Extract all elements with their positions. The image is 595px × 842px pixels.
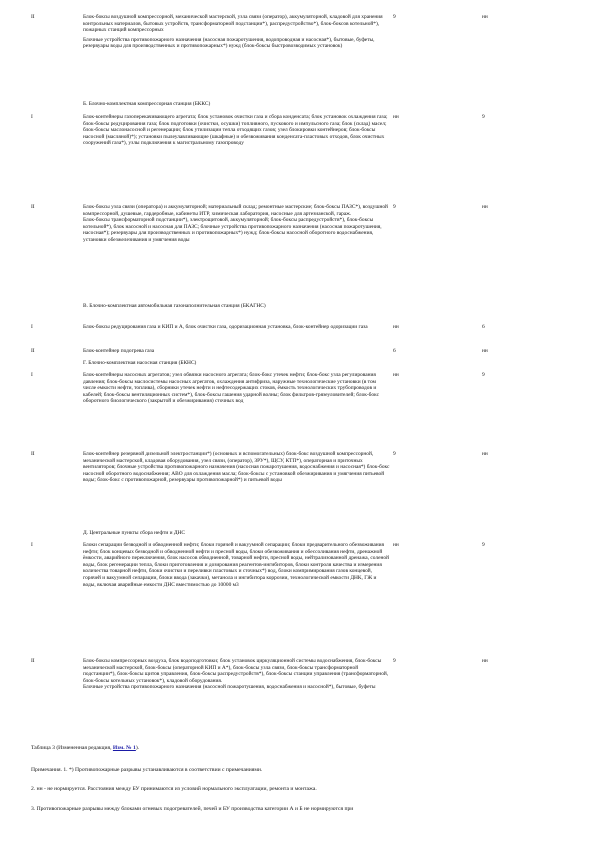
category-cell: I <box>31 372 33 378</box>
category-cell: I <box>31 542 33 548</box>
category-cell: II <box>31 451 35 457</box>
description-paragraph: Блок-контейнер резервной дизельной электростанции*) (основных и вспомогательных) блок-бокс воздушной компрессорной, механической мастерской, кладовая оборудования, узел связи, (оператор), ЗРУ*), ЩСУ, КТП*), операторная и приточных вентиляторов; блочные устройства противопожарного назначения (насосная пожаротушения, водоснабжения и насосная*) блок-бокс насосной оборотного водоснабжения; АВО для охлаждения масла; блок-боксы с установкой обезжиривания и умягчения питьевой воды; блок-бокс с противопожарной, резервуары противопожарной*) и питьевой воды <box>83 451 390 484</box>
distance-cell: нн <box>393 114 399 120</box>
category-cell: I <box>31 114 33 120</box>
description-cell <box>83 542 390 588</box>
distance-cell: 9 <box>393 14 396 20</box>
distance-cell: нн <box>482 451 488 457</box>
distance-cell: 9 <box>482 542 485 548</box>
table-note-prefix: Таблица 3 (Измененная редакция, <box>31 745 113 751</box>
description-paragraph: Блоки сепарации безводной и обводненной нефти; блоки горячей и вакуумной сепарации; блоки предварительного обезвоживания нефти; блок концевых безводной и обводненной нефти и пресной воды, блоки обезвоживания и обессоливания нефти, дренажной ёмкости, аварийного переключения, блок насосов обводненной, товарной нефти, пресной воды, нейтрализованной дренажа, соленой воды, блок регенерации тепла, блоки приготовления и дозирования реагентов-ингибиторов, блоки контроля качества и измерения количества товарной нефти, блоки очистки и переливки пластовых и сточных*) вод, блоки компримирования газов концевой, горячей и вакуумной сепарации, блоки ввода (закачки), метанола и ингибитора коррозии, технологической емкости ДНК, ГЖ и воды, включая аварийные емкости ДНС вместимостью до 10000 м3 <box>83 542 389 588</box>
distance-cell: 9 <box>393 451 396 457</box>
distance-cell: 9 <box>482 114 485 120</box>
description-cell <box>83 348 390 355</box>
section-heading: Г. Блочно-комплектная насосная станция (БКНС) <box>83 360 197 366</box>
description-paragraph: Блок-контейнеры газоперекачивающего агрегата; блок установок очистки газа и сбора конденсата; блок установок охлаждения газа; блок-боксы редуцирования газа; блок подготовки (очистки, осушки) топливного, пускового и импульсного газа; блок (склад) масел; блок-боксы маслонасосной и регенерации; блок утилизации тепла отходящих газов; узел блокировки контейнеров; блок-боксы насосной (масляной)*); установки пылеулавливающие (шкафные) и обезвоживания конденсата-пластовых отходов, блок очистных сооружений газа*), узлы подключения к магистральному газопроводу <box>83 114 388 147</box>
distance-cell: нн <box>482 348 488 354</box>
description-cell <box>83 114 390 147</box>
section-heading: Б. Блочно-комплектная компрессорная станция (БККС) <box>83 101 211 107</box>
description-paragraph: Блочные устройства противопожарного назначения (насосной пожаротушения, водоснабжения и насосной*), бытовые, буфеты <box>83 684 376 691</box>
category-cell: II <box>31 348 35 354</box>
distance-cell: 9 <box>393 658 396 664</box>
distance-cell: 9 <box>482 372 485 378</box>
note-paragraph: 3. Противопожарные разрывы между блоками огневых подогревателей, печей и БУ производства категории А и Б не нормируются при <box>31 806 354 812</box>
description-paragraph: Блок-боксы узла связи (оператора) и аккумуляторной; материальный склад; ремонтные мастерские; блок-боксы ПАЗС*), воздушной компрессорной, душевые, гардеробные, кабинеты ИТР, химическая лаборатория, насосные для артезианской, гараж. <box>83 204 388 217</box>
distance-cell: 6 <box>482 324 485 330</box>
description-paragraph: Блок-контейнеры насосных агрегатов; узел обвязки насосного агрегата; блок-бокс утечек нефти; блок-бокс узла регулирования давления; блок-боксы маслосистемы насосных агрегатов, охлаждения антифриза, наружные технологические установки (в том числе емкости нефти, топлива), сборники утечек нефти и нефтесодержащих стоков, ёмкость технологических трубопроводов и кабелей; блок-боксы вентиляционных систем*), блок-боксы гашения ударной волны; блок фильтров-грязеуловителей; блок-бокс оборотного биологического (закрытой и обезжиривания) сточных вод <box>83 372 379 405</box>
amendment-link[interactable]: Изм. № 1 <box>112 745 136 751</box>
category-cell: II <box>31 204 35 210</box>
distance-cell: нн <box>482 14 488 20</box>
table-note-suffix: ). <box>135 745 140 751</box>
description-paragraph: Блочные устройства противопожарного назначения (насосная пожаротушения, водопроводная и насосная*), бытовые, буфеты, резервуары воды для производственных и противопожарных*) нужд (блок-боксы быстровозводимых установок) <box>83 36 375 50</box>
distance-cell: 9 <box>393 204 396 210</box>
distance-cell: 6 <box>393 348 396 354</box>
distance-cell: нн <box>482 204 488 210</box>
description-cell <box>83 324 390 331</box>
section-heading: Д. Центральные пункты сбора нефти и ДНС <box>83 530 185 536</box>
note-paragraph: Примечания. 1. *) Противопожарные разрывы устанавливаются в соответствии с примечаниями. <box>31 767 263 773</box>
description-paragraph: Блок-контейнер подогрева газа <box>83 348 155 354</box>
category-cell: II <box>31 14 35 20</box>
category-cell: I <box>31 324 33 330</box>
description-cell <box>83 14 390 50</box>
note-paragraph: 2. нн - не нормируется. Расстояния между БУ принимаются из условий нормального эксплуатации, ремонта и монтажа. <box>31 786 317 792</box>
description-paragraph: Блок-боксы воздушной компрессорной, механической мастерской, узла связи (оператор), аккумуляторной, кладовой для хранения контрольных материалов, бытовых устройств, трансформаторной подстанции*), распредустройство*), блок-боксов котельной*), пожарных станций компрессорных <box>83 14 383 34</box>
description-paragraph: Блок-боксы редуцирования газа и КИП и А, блок очистки газа, одоризационная установка, блок-контейнер одоризации газа <box>83 324 368 330</box>
distance-cell: нн <box>393 542 399 548</box>
description-cell <box>83 372 390 405</box>
description-cell <box>83 451 390 484</box>
distance-cell: нн <box>393 372 399 378</box>
distance-cell: нн <box>393 324 399 330</box>
description-cell <box>83 658 390 691</box>
section-heading: В. Блочно-комплектная автомобильная газонаполнительная станция (БКАГНС) <box>83 303 266 309</box>
category-cell: II <box>31 658 35 664</box>
description-paragraph: Блок-боксы компрессорных воздуха, блок водоподготовки; блок установок циркуляционной системы водоснабжения, блок-боксы механической мастерской, блок-боксы (операторной КИП и А*), блок-боксы узла связи, блок-боксы трансформаторной подстанции*), блок-боксы щитов управления, блок-боксы распредустройств*), блок-боксы станции управления (трансформаторной, блок-боксы котельных установок*), кладовой оборудования. <box>83 658 389 684</box>
table-note <box>31 745 571 752</box>
distance-cell: нн <box>482 658 488 664</box>
description-cell <box>83 204 390 244</box>
description-paragraph: Блок-боксы трансформаторной подстанции*), электрощитовой, аккумуляторной; блок-боксы распредустройств*), блок-боксы котельной*), блок насосной и насосная для ПАЗС; блочные устройства противопожарного назначения (насосная пожаротушения, насосная*); резервуары для производственных и противопожарных*) нужд; блок-боксы насосной оборотного водоснабжения, установки обезжелезивания и умягчения воды <box>83 217 382 243</box>
